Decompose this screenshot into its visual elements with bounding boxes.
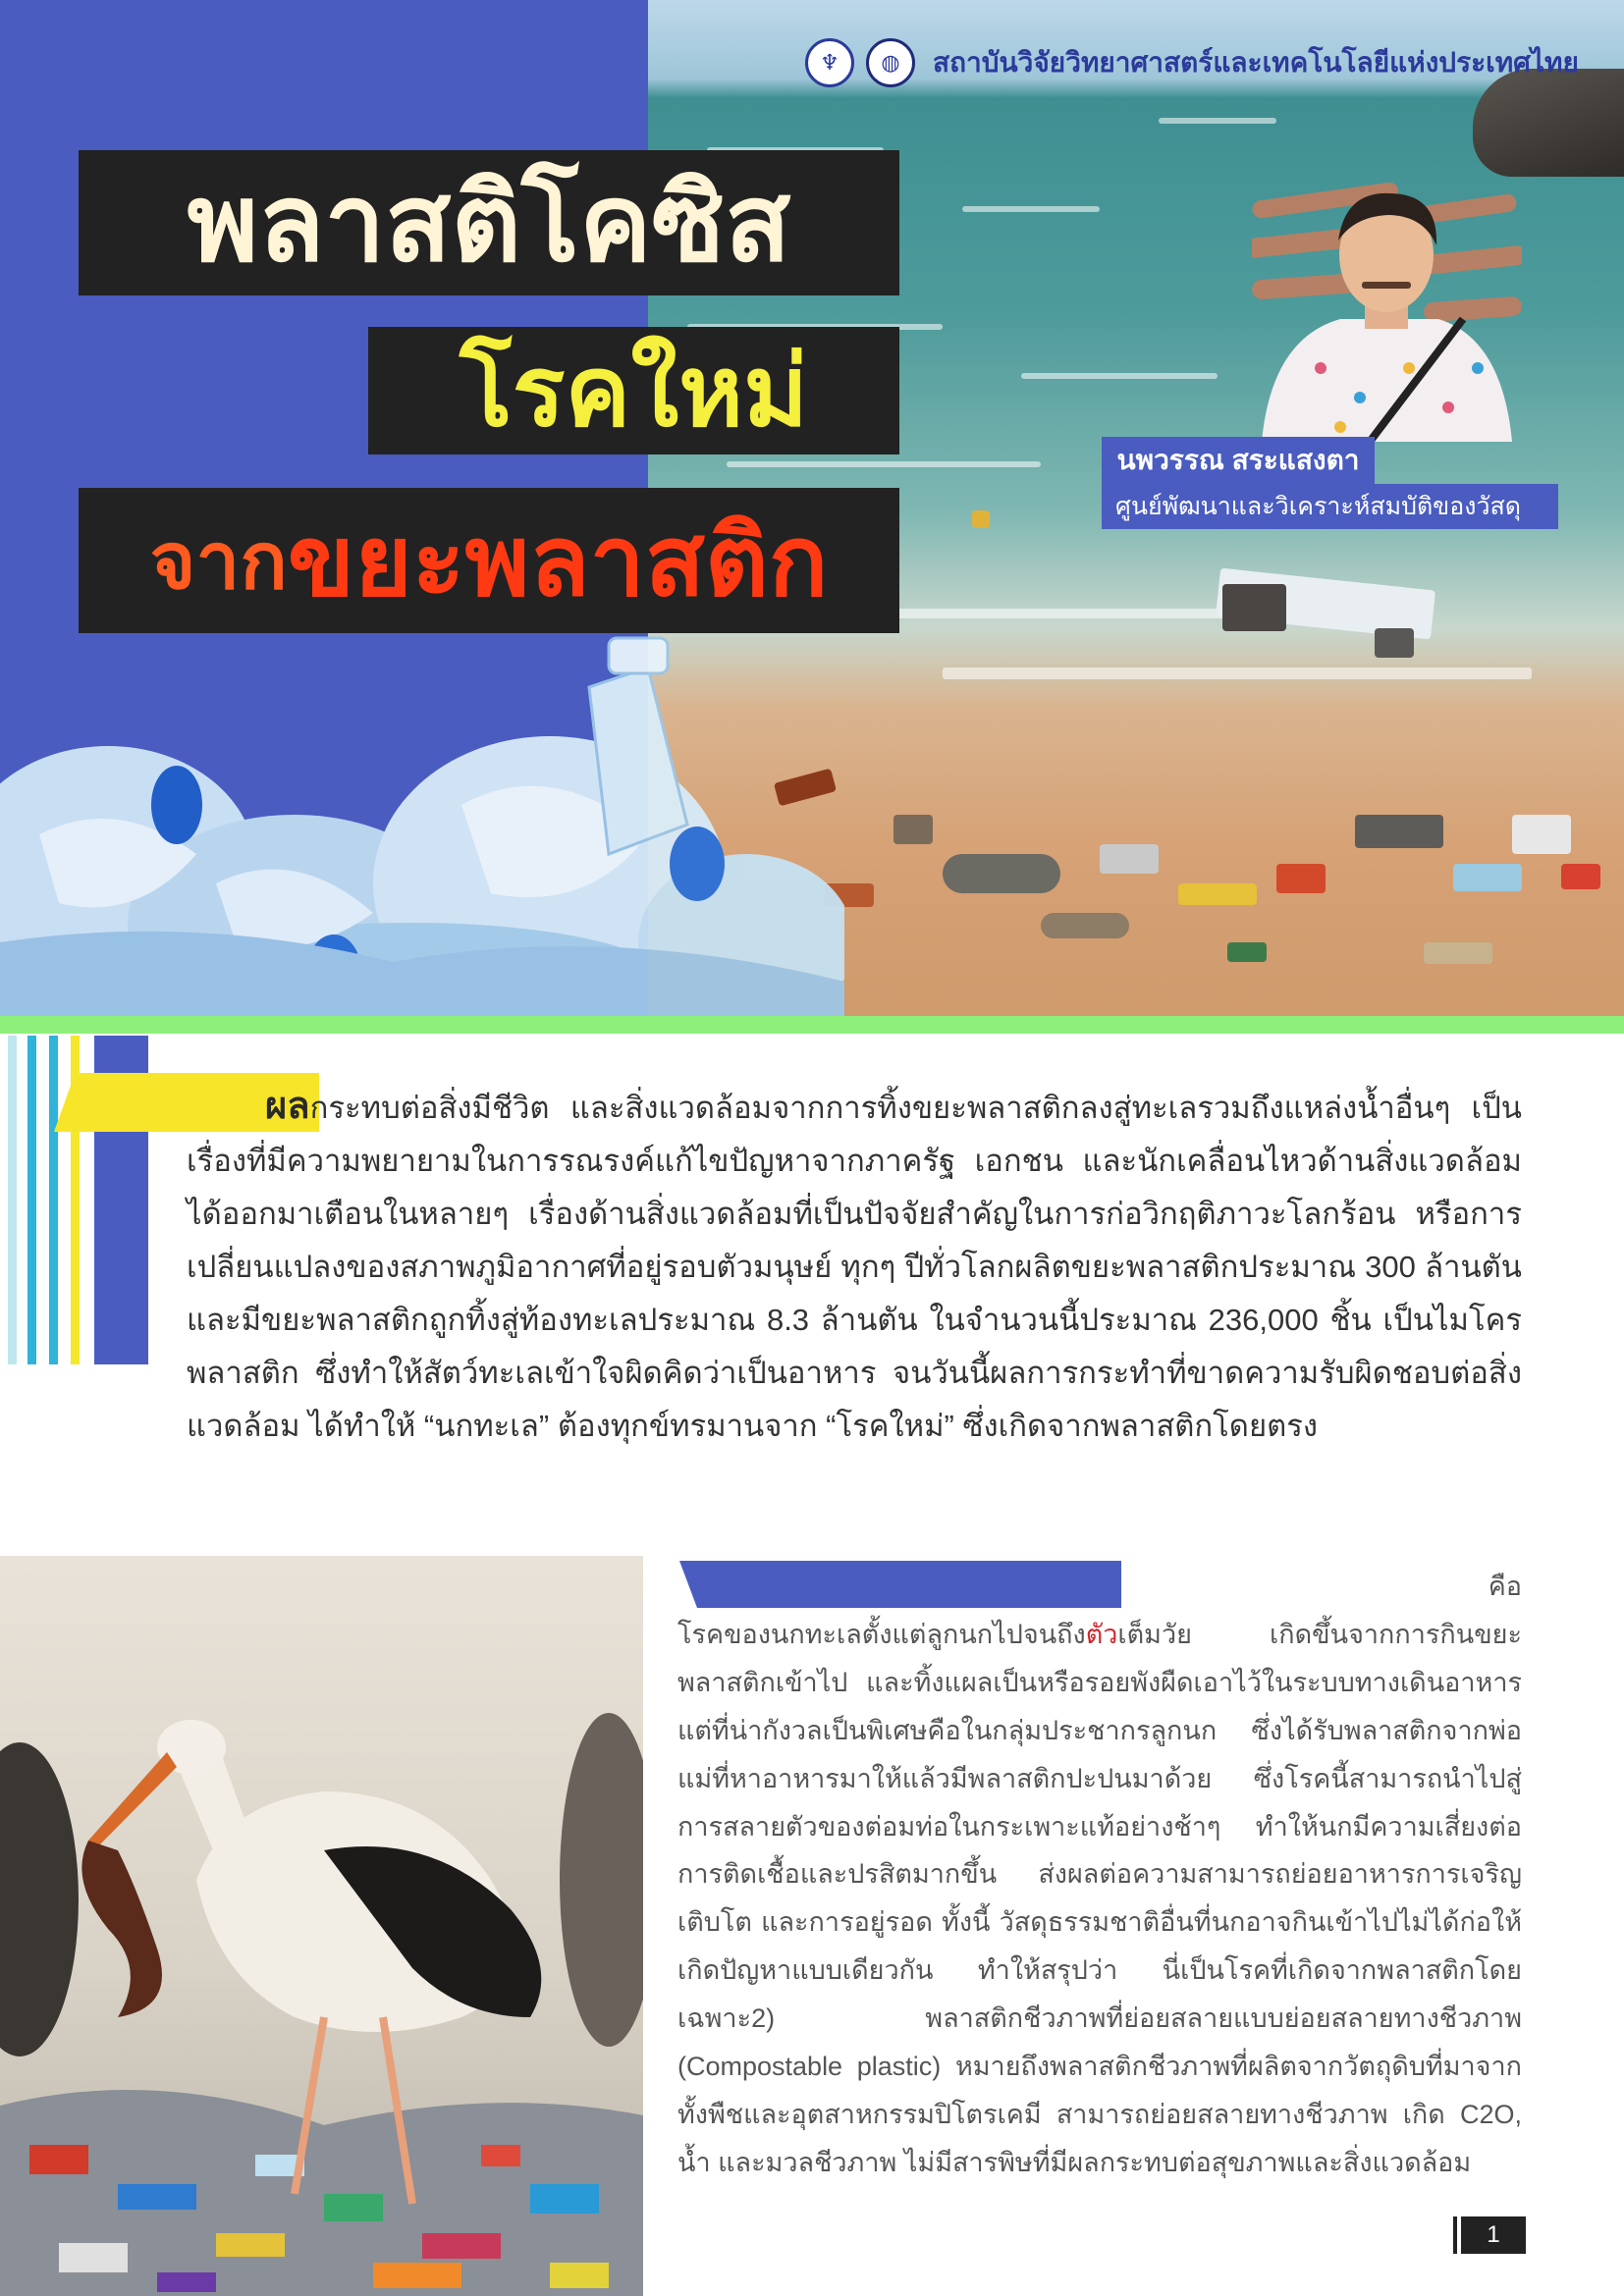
decor-bar bbox=[8, 1036, 17, 1364]
organization-name: สถาบันวิจัยวิทยาศาสตร์และเทคโนโลยีแห่งประเทศไทย bbox=[933, 47, 1579, 78]
green-divider bbox=[0, 1016, 1624, 1034]
author-department: ศูนย์พัฒนาและวิเคราะห์สมบัติของวัสดุ bbox=[1102, 484, 1558, 529]
decor-bar bbox=[27, 1036, 36, 1364]
organization-header bbox=[805, 37, 1591, 88]
title-line-3-main: ขยะพลาสติก bbox=[287, 506, 829, 616]
intro-paragraph bbox=[187, 1080, 1522, 1453]
title-line-2: โรคใหม่ bbox=[368, 327, 899, 454]
plastic-bottles-image bbox=[0, 628, 844, 1016]
stork-eating-plastic-photo bbox=[0, 1556, 643, 2296]
hero-banner bbox=[0, 0, 1624, 1016]
page-number-mark bbox=[1453, 2216, 1457, 2254]
tistr-emblem-icon: ♆ bbox=[805, 38, 854, 87]
title-line-3 bbox=[79, 488, 899, 633]
page-number: 1 bbox=[1461, 2216, 1526, 2254]
body-paragraph bbox=[677, 1563, 1522, 2187]
tistr-globe-icon: ◍ bbox=[866, 38, 915, 87]
body-red-word: ตัว bbox=[1085, 1619, 1118, 1649]
title-line-3-prefix: จาก bbox=[149, 516, 288, 605]
author-name: นพวรรณ สระแสงตา bbox=[1102, 437, 1375, 484]
decor-bar bbox=[49, 1036, 58, 1364]
body-text-start: คือ โรคของนกทะเลตั้งแต่ลูกนกไปจนถึง bbox=[677, 1572, 1523, 1649]
body-text-rest: เต็มวัย เกิดขึ้นจากการกินขยะพลาสติกเข้าไป และทิ้งแผลเป็นหรือรอยพังผืดเอาไว้ในระบบทางเดินอาหาร แต่ที่น่ากังวลเป็นพิเศษคือในกลุ่มประชากรลูกนก ซึ่งได้รับพลาสติกจากพ่อแม่ที่หาอาหารมาให้แล้วมีพลาสติกปะปนมาด้วย ซึ่งโรคนี้สามารถนำไปสู่การสลายตัวของต่อมท่อในกระเพาะแท้อย่างช้าๆ ทำให้นกมีความเสี่ยงต่อการติดเชื้อและปรสิตมากขึ้น ส่งผลต่อความสามารถย่อยอาหารการเจริญเติบโต และการอยู่รอด ทั้งนี้ วัสดุธรรมชาติอื่นที่นกอาจกินเข้าไปไม่ได้ก่อให้เกิดปัญหาแบบเดียวกัน ทำให้สรุปว่า นี่เป็นโรคที่เกิดจากพลาสติกโดยเฉพาะ2) พลาสติกชีวภาพที่ย่อยสลายแบบย่อยสลายทางชีวภาพ (Compostable plastic) หมายถึงพลาสติกชีวภาพที่ผลิตจากวัตถุดิบที่มาจากทั้งพืชและอุตสาหกรรมปิโตรเคมี สามารถย่อยสลายทางชีวภาพ เกิด C2O, น้ำ และมวลชีวภาพ ไม่มีสารพิษที่มีผลกระทบต่อสุขภาพและสิ่งแวดล้อม bbox=[677, 1619, 1522, 2177]
plasticosis-term: พลาสติโคซิส (Plasticosis) bbox=[1121, 1571, 1462, 1602]
intro-body: กระทบต่อสิ่งมีชีวิต และสิ่งแวดล้อมจากการทิ้งขยะพลาสติกลงสู่ทะเลรวมถึงแหล่งน้ำอื่นๆ เป็นเรื่องที่มีความพยายามในการรณรงค์แก้ไขปัญหาจากภาครัฐ เอกชน และนักเคลื่อนไหวด้านสิ่งแวดล้อมได้ออกมาเตือนในหลายๆ เรื่องด้านสิ่งแวดล้อมที่เป็นปัจจัยสำคัญในการก่อวิกฤติภาวะโลกร้อน หรือการเปลี่ยนแปลงของสภาพภูมิอากาศที่อยู่รอบตัวมนุษย์ ทุกๆ ปีทั่วโลกผลิตขยะพลาสติกประมาณ 300 ล้านตัน และมีขยะพลาสติกถูกทิ้งสู่ท้องทะเลประมาณ 8.3 ล้านตัน ในจำนวนนี้ประมาณ 236,000 ชิ้น เป็นไมโครพลาสติก ซึ่งทำให้สัตว์ทะเลเข้าใจผิดคิดว่าเป็นอาหาร จนวันนี้ผลการกระทำที่ขาดความรับผิดชอบต่อสิ่งแวดล้อม ได้ทำให้ “นกทะเล” ต้องทุกข์ทรมานจาก “โรคใหม่” ซึ่งเกิดจากพลาสติกโดยตรง bbox=[187, 1091, 1522, 1443]
intro-lead-word: ผล bbox=[265, 1086, 310, 1127]
title-line-1: พลาสติโคซิส bbox=[79, 150, 899, 295]
author-photo bbox=[1252, 172, 1522, 442]
